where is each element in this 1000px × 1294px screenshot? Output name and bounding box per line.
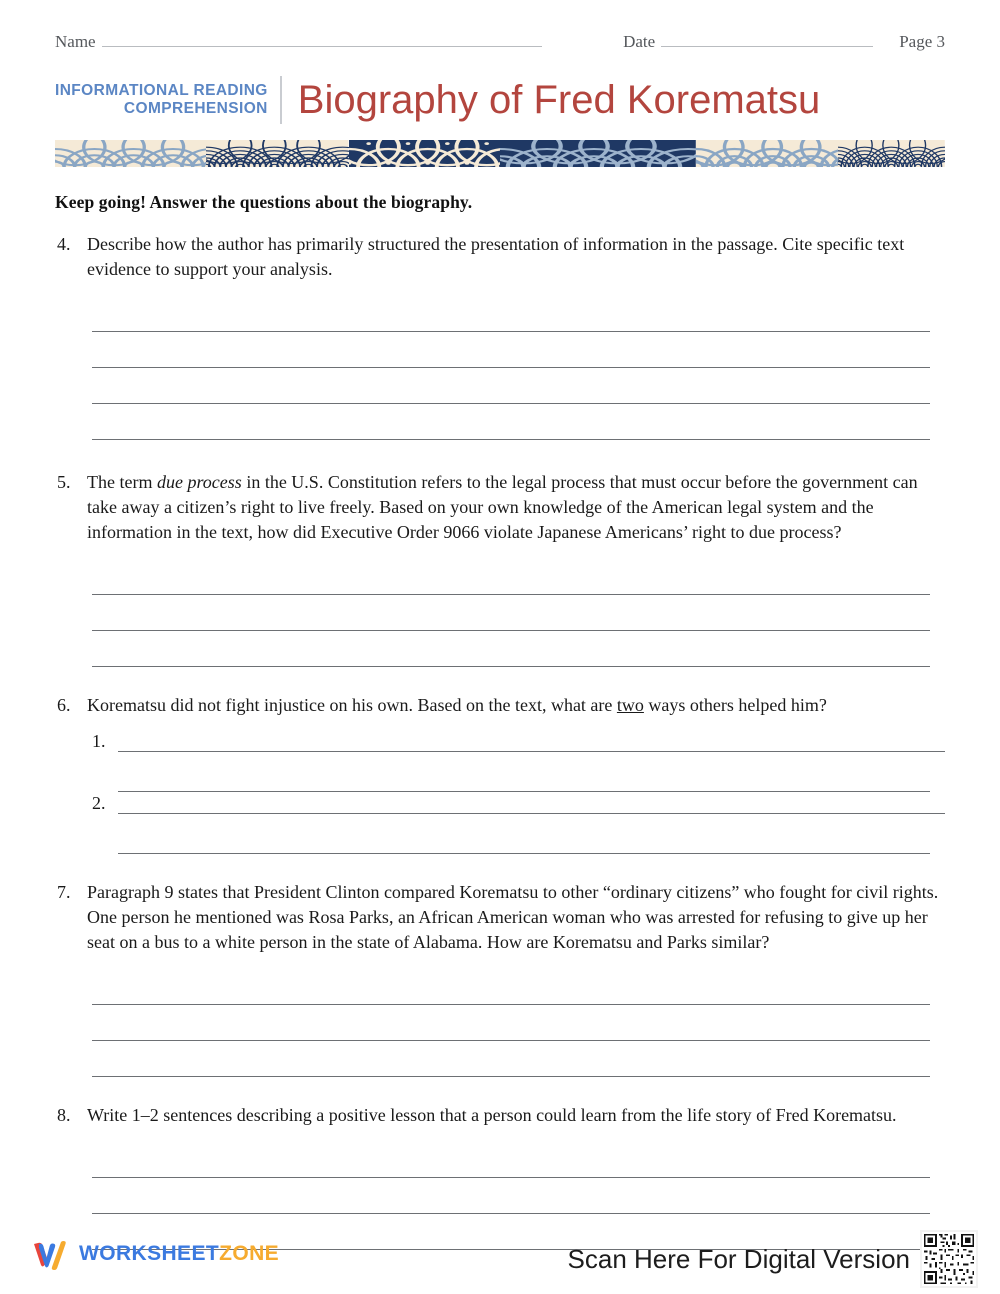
- question-5: [55, 470, 945, 667]
- question-4-head: [55, 232, 945, 282]
- answer-line[interactable]: [92, 404, 930, 440]
- question-5-number: 5.: [57, 472, 71, 492]
- question-gap: [55, 854, 945, 880]
- question-4-answer-lines: [92, 296, 945, 440]
- question-6-head: [55, 693, 945, 718]
- question-text-run: Korematsu did not fight injustice on his own. Based on the text, what are: [87, 695, 617, 715]
- question-gap: [55, 1077, 945, 1103]
- question-text-run: in the U.S. Constitution refers to the legal process that must occur before the government can take away a citizen’s right to live freely. Based on your own knowledge of the American legal system and the information in the text, how did Executive Order 9066 violate Japanese Americans’ right to due process?: [87, 472, 918, 542]
- answer-line[interactable]: [92, 1178, 930, 1214]
- worksheetzone-logo-icon: [30, 1234, 70, 1274]
- answer-line[interactable]: [92, 631, 930, 667]
- question-4: [55, 232, 945, 440]
- questions-list: [55, 232, 945, 1250]
- question-gap: [55, 440, 945, 470]
- question-6-number: 6.: [57, 695, 71, 715]
- answer-line[interactable]: [92, 368, 930, 404]
- logo-word-zone: ZONE: [219, 1242, 280, 1265]
- worksheetzone-logo-text: [79, 1242, 279, 1266]
- question-7-answer-lines: [92, 969, 945, 1077]
- question-gap: [55, 667, 945, 693]
- question-5-answer-lines: [92, 559, 945, 667]
- kicker-line-2: COMPREHENSION: [123, 100, 268, 117]
- worksheetzone-logo[interactable]: [30, 1234, 279, 1274]
- date-label: Date: [623, 32, 656, 51]
- name-write-in-field[interactable]: [102, 33, 542, 47]
- name-label: Name: [55, 32, 96, 51]
- question-text-run: due process: [156, 472, 242, 492]
- question-text-run: ways others helped him?: [643, 695, 827, 715]
- question-6-sub-items: [92, 730, 945, 854]
- question-text-run: two: [616, 695, 644, 715]
- kicker-line-1: INFORMATIONAL READING: [55, 82, 268, 99]
- question-7-head: [55, 880, 945, 955]
- question-text-run: The term: [87, 472, 157, 492]
- answer-line[interactable]: [118, 814, 930, 854]
- page-number: Page 3: [899, 32, 945, 51]
- question-8-number: 8.: [57, 1105, 71, 1125]
- question-6-text: [87, 693, 945, 718]
- page-footer: [0, 1222, 1000, 1294]
- question-4-number: 4.: [57, 234, 71, 254]
- answer-line[interactable]: [92, 559, 930, 595]
- page-title: Biography of Fred Korematsu: [297, 78, 821, 122]
- scan-instruction-text: Scan Here For Digital Version: [567, 1243, 910, 1274]
- scan-cta[interactable]: [568, 1230, 978, 1288]
- question-text-run: Describe how the author has primarily structured the presentation of information in the passage. Cite specific text evidence to support your analysis.: [87, 234, 905, 279]
- answer-line[interactable]: [92, 1142, 930, 1178]
- answer-line[interactable]: [118, 752, 930, 792]
- answer-line[interactable]: [92, 296, 930, 332]
- question-text-run: Paragraph 9 states that President Clinton compared Korematsu to other “ordinary citizens” who fought for civil rights. One person he mentioned was Rosa Parks, an African American woman who was arrested for refusing to give up her seat on a bus to a white person in the state of Alabama. How are Korematsu and Parks similar?: [87, 882, 939, 952]
- wave-segment-navy-fill: [349, 140, 500, 167]
- worksheet-title-block: [55, 74, 950, 126]
- question-4-text: [87, 232, 945, 282]
- answer-line[interactable]: [92, 1005, 930, 1041]
- answer-line[interactable]: [92, 969, 930, 1005]
- question-7-number: 7.: [57, 882, 71, 902]
- question-7: [55, 880, 945, 1077]
- logo-word-worksheet: WORKSHEET: [79, 1242, 220, 1265]
- question-6: [55, 693, 945, 854]
- qr-code[interactable]: [920, 1230, 978, 1288]
- question-8-text: [87, 1103, 945, 1128]
- wave-segment-light: [55, 140, 206, 167]
- answer-line[interactable]: [92, 595, 930, 631]
- wave-segment-navy-lines: [206, 140, 348, 167]
- wave-segment-light-2: [696, 140, 838, 167]
- question-text-run: Write 1–2 sentences describing a positive lesson that a person could learn from the life story of Fred Korematsu.: [87, 1105, 897, 1125]
- sub-item-1: [92, 730, 945, 752]
- question-5-text: [87, 470, 945, 545]
- worksheet-category-kicker: [55, 82, 280, 118]
- answer-line[interactable]: [118, 730, 945, 752]
- date-write-in-field[interactable]: [661, 33, 873, 47]
- answer-line[interactable]: [118, 792, 945, 814]
- instruction-text: Keep going! Answer the questions about the biography.: [55, 192, 473, 212]
- seigaiha-wave-border: [55, 140, 945, 167]
- wave-segment-navy-fill-wide: [500, 140, 696, 167]
- question-7-text: [87, 880, 945, 955]
- sub-item-2: [92, 792, 945, 814]
- question-5-head: [55, 470, 945, 545]
- sub-item-1-number: 1.: [92, 731, 106, 751]
- answer-line[interactable]: [92, 1041, 930, 1077]
- answer-line[interactable]: [92, 332, 930, 368]
- wave-segment-navy-lines-2: [838, 140, 945, 167]
- page-meta-row: [55, 32, 945, 56]
- question-8-head: [55, 1103, 945, 1128]
- sub-item-2-number: 2.: [92, 793, 106, 813]
